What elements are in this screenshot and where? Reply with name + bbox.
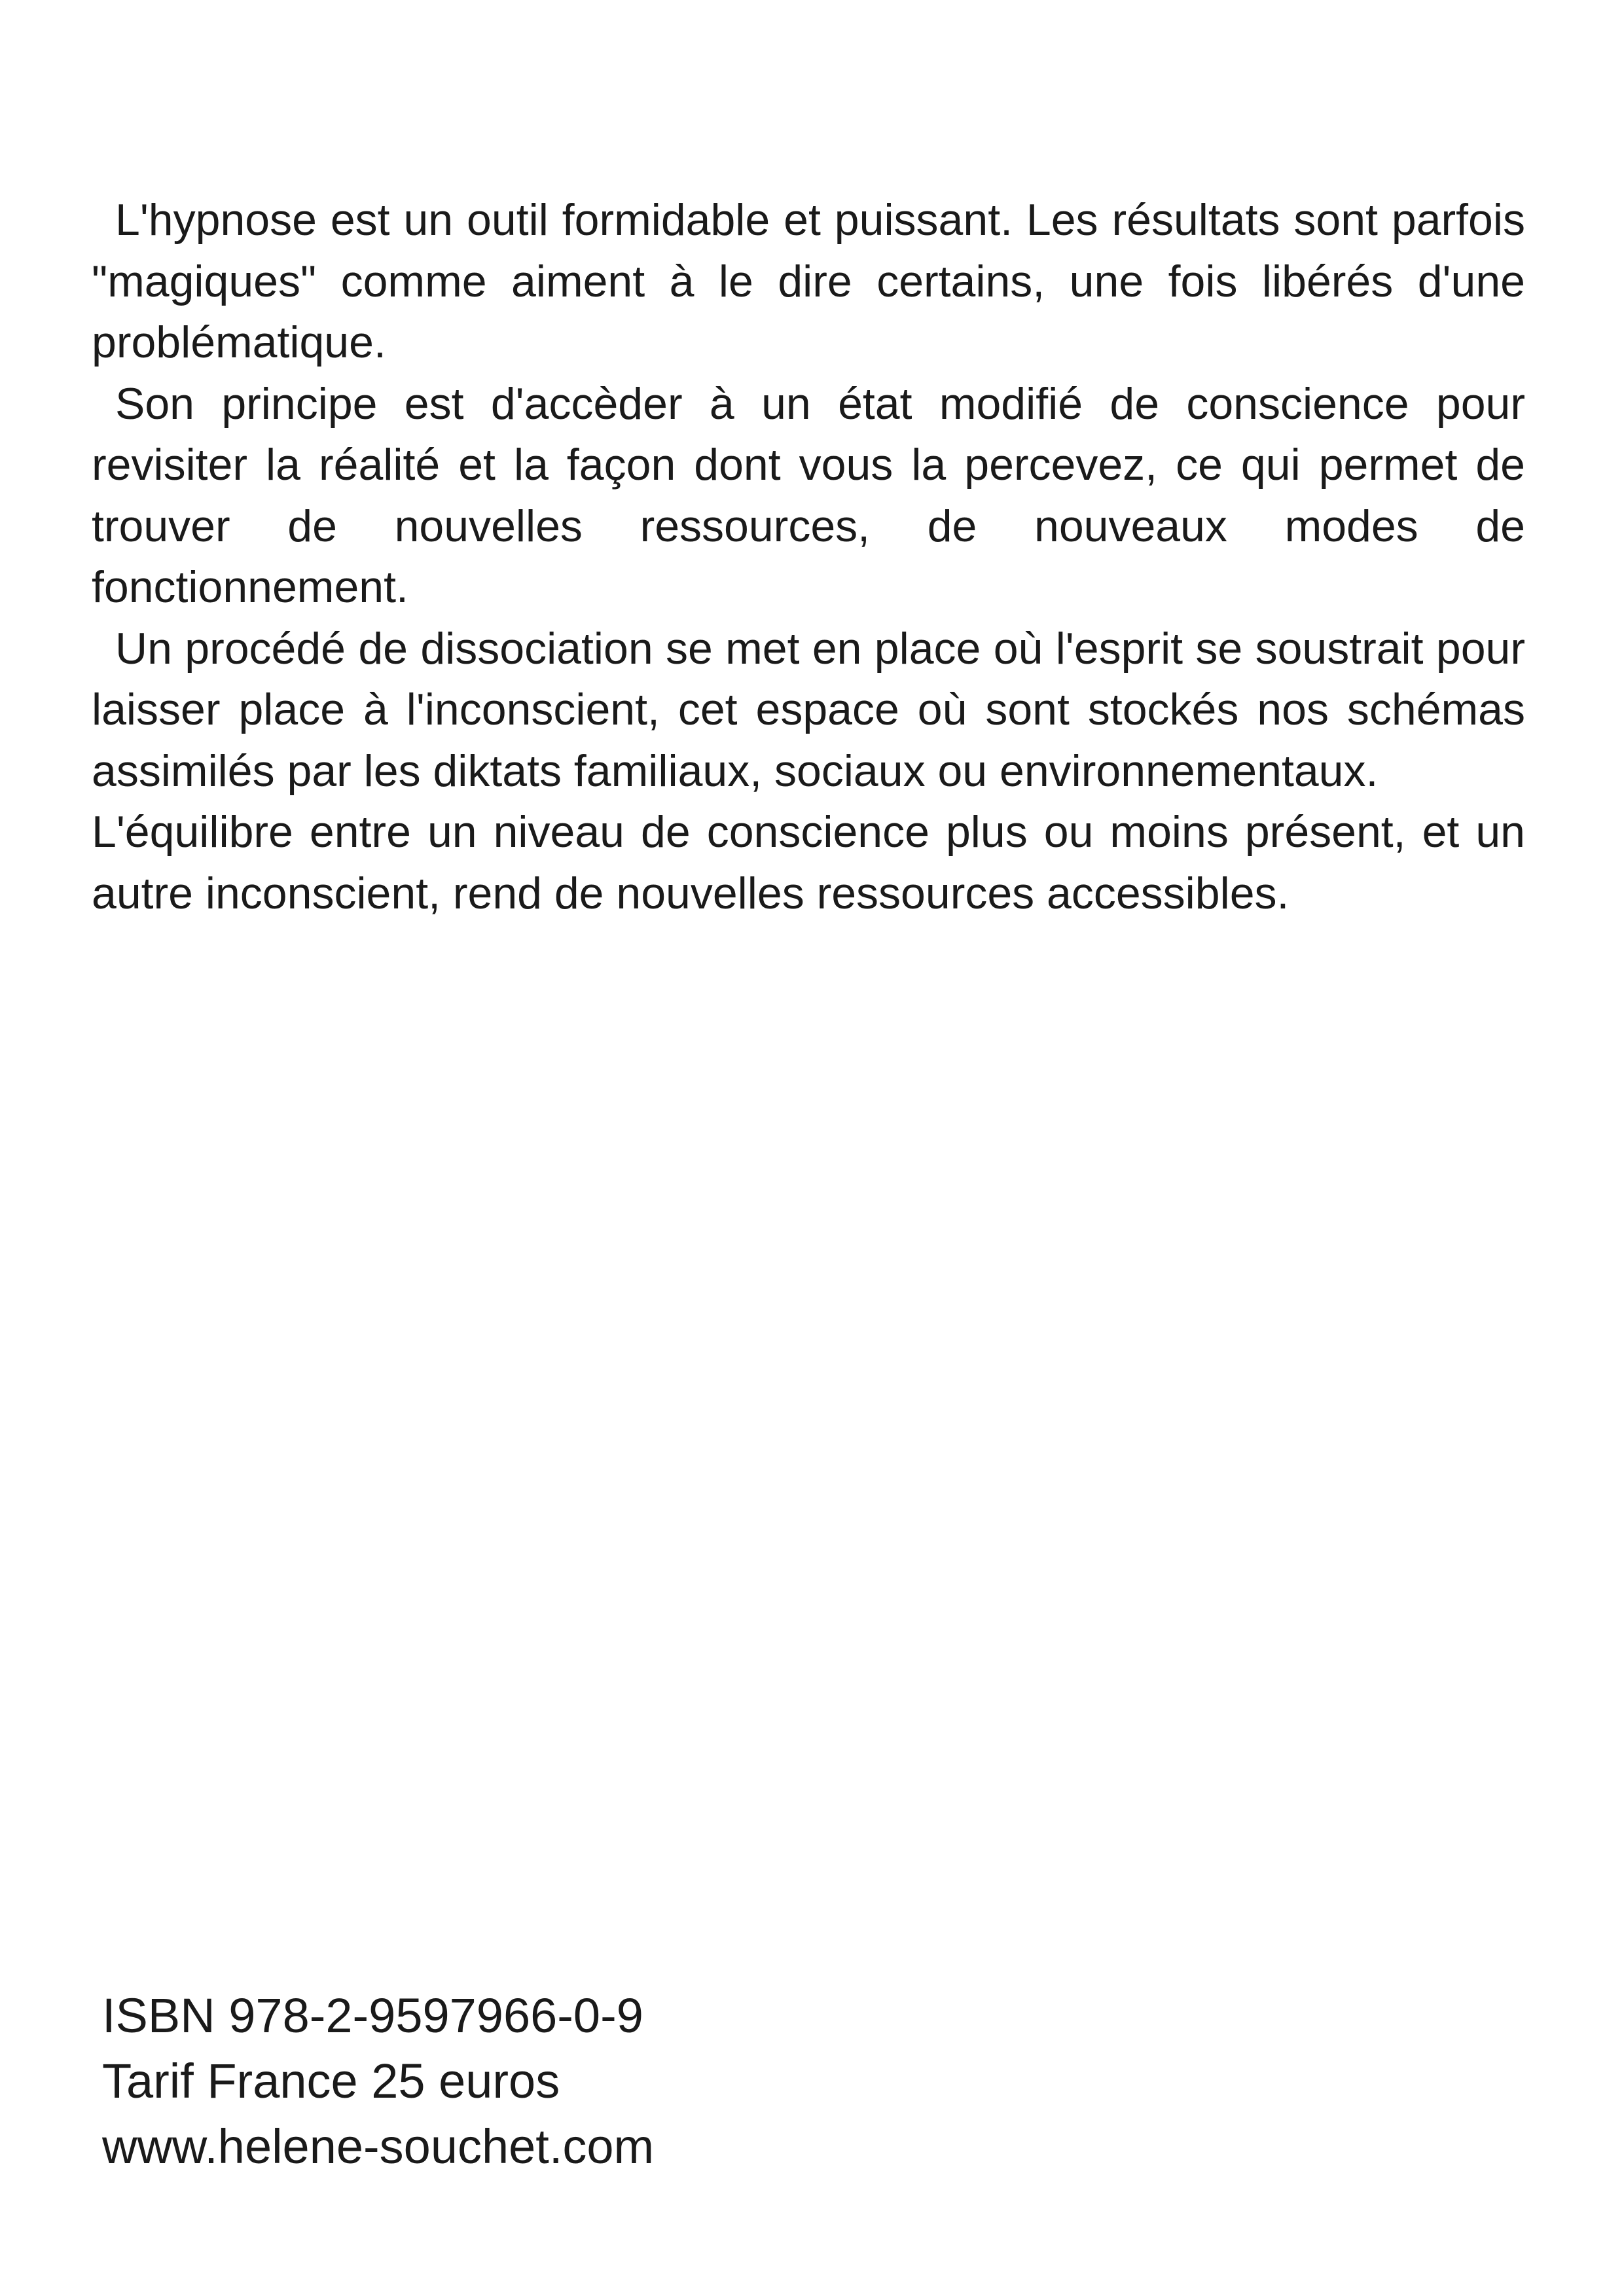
blurb-text <box>92 190 1525 924</box>
isbn-number: ISBN 978-2-9597966-0-9 <box>102 1988 643 2043</box>
publication-info <box>102 1983 1019 2179</box>
price-label: Tarif France 25 euros <box>102 2054 560 2108</box>
blurb-paragraph-2: Son principe est d'accèder à un état modifié de conscience pour revisiter la réalité et la façon dont vous la percevez, ce qui permet de trouver de nouvelles ressources, de nouveaux modes de fonctionnement. <box>92 378 1525 612</box>
blurb-paragraph-1: L'hypnose est un outil formidable et puissant. Les résultats sont parfois "magiques" comme aiment à le dire certains, une fois libérés d'une problématique. <box>92 195 1525 367</box>
blurb-paragraph-3: Un procédé de dissociation se met en place où l'esprit se soustrait pour laisser place à l'inconscient, cet espace où sont stockés nos schémas assimilés par les diktats familiaux, sociaux ou environnementaux. <box>92 623 1525 796</box>
blurb-paragraph-4: L'équilibre entre un niveau de conscience plus ou moins présent, et un autre inconscient, rend de nouvelles ressources accessibles. <box>92 807 1525 918</box>
website-url: www.helene-souchet.com <box>102 2119 655 2174</box>
